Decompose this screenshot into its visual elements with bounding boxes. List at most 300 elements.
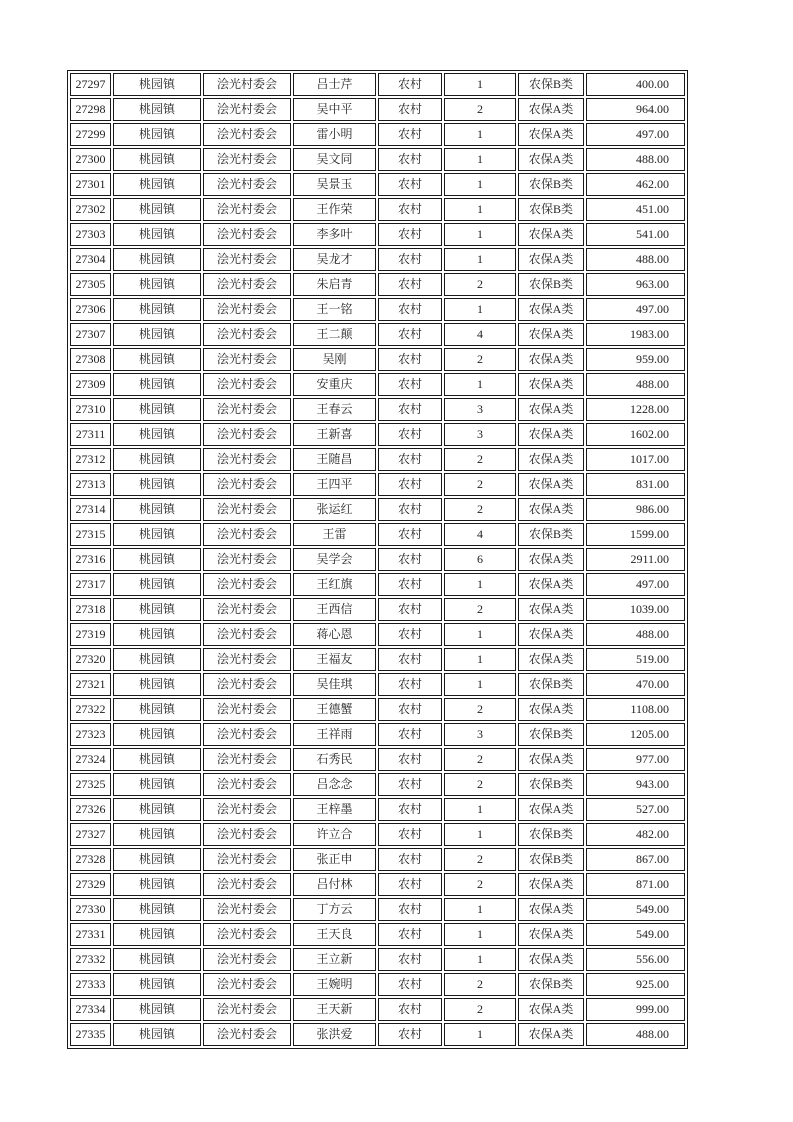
cell-town: 桃园镇 — [113, 1023, 201, 1046]
cell-person-count: 1 — [444, 123, 516, 146]
table-row — [70, 248, 685, 271]
cell-person-name: 吴佳琪 — [293, 673, 376, 696]
cell-amount: 497.00 — [586, 573, 685, 596]
cell-amount: 497.00 — [586, 298, 685, 321]
cell-residence-type: 农村 — [378, 773, 442, 796]
cell-person-count: 1 — [444, 648, 516, 671]
cell-village-committee: 浍光村委会 — [203, 648, 291, 671]
table-row — [70, 298, 685, 321]
cell-town: 桃园镇 — [113, 523, 201, 546]
cell-record-id: 27298 — [70, 98, 111, 121]
cell-insurance-category: 农保A类 — [518, 448, 584, 471]
cell-insurance-category: 农保B类 — [518, 973, 584, 996]
cell-record-id: 27307 — [70, 323, 111, 346]
cell-insurance-category: 农保B类 — [518, 723, 584, 746]
cell-town: 桃园镇 — [113, 873, 201, 896]
cell-person-count: 1 — [444, 673, 516, 696]
cell-residence-type: 农村 — [378, 498, 442, 521]
cell-person-name: 安重庆 — [293, 373, 376, 396]
cell-village-committee: 浍光村委会 — [203, 573, 291, 596]
cell-village-committee: 浍光村委会 — [203, 823, 291, 846]
cell-person-name: 吕士芹 — [293, 73, 376, 96]
cell-insurance-category: 农保A类 — [518, 798, 584, 821]
cell-person-count: 1 — [444, 573, 516, 596]
cell-person-count: 2 — [444, 698, 516, 721]
cell-insurance-category: 农保A类 — [518, 423, 584, 446]
cell-insurance-category: 农保A类 — [518, 573, 584, 596]
cell-town: 桃园镇 — [113, 898, 201, 921]
cell-amount: 1108.00 — [586, 698, 685, 721]
cell-residence-type: 农村 — [378, 98, 442, 121]
cell-person-count: 1 — [444, 948, 516, 971]
table-row — [70, 598, 685, 621]
cell-residence-type: 农村 — [378, 73, 442, 96]
cell-amount: 1017.00 — [586, 448, 685, 471]
cell-person-name: 吴中平 — [293, 98, 376, 121]
cell-amount: 488.00 — [586, 373, 685, 396]
table-row — [70, 123, 685, 146]
cell-person-count: 1 — [444, 898, 516, 921]
cell-person-name: 雷小明 — [293, 123, 376, 146]
cell-insurance-category: 农保A类 — [518, 998, 584, 1021]
cell-residence-type: 农村 — [378, 448, 442, 471]
cell-residence-type: 农村 — [378, 648, 442, 671]
cell-residence-type: 农村 — [378, 173, 442, 196]
cell-town: 桃园镇 — [113, 648, 201, 671]
cell-town: 桃园镇 — [113, 373, 201, 396]
cell-person-name: 吴文同 — [293, 148, 376, 171]
cell-village-committee: 浍光村委会 — [203, 373, 291, 396]
cell-insurance-category: 农保B类 — [518, 823, 584, 846]
cell-insurance-category: 农保B类 — [518, 673, 584, 696]
cell-person-count: 2 — [444, 873, 516, 896]
cell-village-committee: 浍光村委会 — [203, 323, 291, 346]
cell-residence-type: 农村 — [378, 973, 442, 996]
cell-person-count: 3 — [444, 723, 516, 746]
cell-amount: 527.00 — [586, 798, 685, 821]
cell-insurance-category: 农保B类 — [518, 73, 584, 96]
cell-person-name: 王作荣 — [293, 198, 376, 221]
cell-village-committee: 浍光村委会 — [203, 898, 291, 921]
cell-residence-type: 农村 — [378, 423, 442, 446]
cell-village-committee: 浍光村委会 — [203, 98, 291, 121]
table-row — [70, 573, 685, 596]
cell-record-id: 27334 — [70, 998, 111, 1021]
cell-person-name: 王梓墨 — [293, 798, 376, 821]
cell-village-committee: 浍光村委会 — [203, 723, 291, 746]
cell-village-committee: 浍光村委会 — [203, 548, 291, 571]
cell-town: 桃园镇 — [113, 948, 201, 971]
cell-person-count: 2 — [444, 448, 516, 471]
cell-residence-type: 农村 — [378, 148, 442, 171]
cell-amount: 470.00 — [586, 673, 685, 696]
cell-amount: 482.00 — [586, 823, 685, 846]
cell-insurance-category: 农保B类 — [518, 848, 584, 871]
cell-record-id: 27313 — [70, 473, 111, 496]
cell-town: 桃园镇 — [113, 848, 201, 871]
cell-person-name: 王天良 — [293, 923, 376, 946]
table-row — [70, 148, 685, 171]
table-row — [70, 398, 685, 421]
cell-town: 桃园镇 — [113, 98, 201, 121]
table-row — [70, 673, 685, 696]
table-row — [70, 198, 685, 221]
cell-amount: 1599.00 — [586, 523, 685, 546]
cell-insurance-category: 农保B类 — [518, 273, 584, 296]
cell-village-committee: 浍光村委会 — [203, 948, 291, 971]
cell-person-name: 蒋心恩 — [293, 623, 376, 646]
cell-amount: 488.00 — [586, 1023, 685, 1046]
cell-insurance-category: 农保A类 — [518, 98, 584, 121]
cell-person-name: 王祥雨 — [293, 723, 376, 746]
table-row — [70, 698, 685, 721]
cell-residence-type: 农村 — [378, 1023, 442, 1046]
cell-amount: 964.00 — [586, 98, 685, 121]
cell-person-count: 2 — [444, 273, 516, 296]
cell-amount: 519.00 — [586, 648, 685, 671]
cell-amount: 549.00 — [586, 923, 685, 946]
cell-amount: 497.00 — [586, 123, 685, 146]
cell-residence-type: 农村 — [378, 598, 442, 621]
cell-residence-type: 农村 — [378, 273, 442, 296]
cell-record-id: 27321 — [70, 673, 111, 696]
cell-amount: 462.00 — [586, 173, 685, 196]
cell-record-id: 27317 — [70, 573, 111, 596]
cell-town: 桃园镇 — [113, 698, 201, 721]
cell-person-name: 王婉明 — [293, 973, 376, 996]
cell-record-id: 27297 — [70, 73, 111, 96]
cell-village-committee: 浍光村委会 — [203, 123, 291, 146]
cell-person-count: 2 — [444, 473, 516, 496]
cell-person-name: 吕付林 — [293, 873, 376, 896]
cell-record-id: 27302 — [70, 198, 111, 221]
cell-person-name: 王一铭 — [293, 298, 376, 321]
cell-amount: 977.00 — [586, 748, 685, 771]
cell-town: 桃园镇 — [113, 223, 201, 246]
cell-record-id: 27314 — [70, 498, 111, 521]
cell-village-committee: 浍光村委会 — [203, 273, 291, 296]
cell-insurance-category: 农保B类 — [518, 198, 584, 221]
cell-record-id: 27328 — [70, 848, 111, 871]
table-row — [70, 273, 685, 296]
table-row — [70, 648, 685, 671]
cell-residence-type: 农村 — [378, 848, 442, 871]
cell-record-id: 27299 — [70, 123, 111, 146]
cell-person-count: 2 — [444, 498, 516, 521]
cell-person-count: 4 — [444, 323, 516, 346]
table-row — [70, 498, 685, 521]
cell-residence-type: 农村 — [378, 723, 442, 746]
cell-village-committee: 浍光村委会 — [203, 223, 291, 246]
cell-person-count: 1 — [444, 373, 516, 396]
cell-person-count: 1 — [444, 248, 516, 271]
cell-record-id: 27312 — [70, 448, 111, 471]
cell-insurance-category: 农保A类 — [518, 623, 584, 646]
cell-insurance-category: 农保A类 — [518, 548, 584, 571]
cell-person-count: 1 — [444, 623, 516, 646]
cell-record-id: 27301 — [70, 173, 111, 196]
cell-person-name: 吴学会 — [293, 548, 376, 571]
cell-village-committee: 浍光村委会 — [203, 173, 291, 196]
cell-person-name: 王德蟹 — [293, 698, 376, 721]
cell-amount: 871.00 — [586, 873, 685, 896]
cell-village-committee: 浍光村委会 — [203, 473, 291, 496]
cell-person-count: 2 — [444, 973, 516, 996]
cell-person-count: 2 — [444, 748, 516, 771]
cell-person-name: 王雷 — [293, 523, 376, 546]
table-row — [70, 998, 685, 1021]
cell-town: 桃园镇 — [113, 798, 201, 821]
cell-town: 桃园镇 — [113, 173, 201, 196]
cell-person-name: 石秀民 — [293, 748, 376, 771]
cell-person-count: 1 — [444, 73, 516, 96]
cell-insurance-category: 农保A类 — [518, 248, 584, 271]
cell-person-count: 2 — [444, 773, 516, 796]
cell-residence-type: 农村 — [378, 473, 442, 496]
cell-person-count: 1 — [444, 198, 516, 221]
cell-residence-type: 农村 — [378, 398, 442, 421]
table-row — [70, 423, 685, 446]
cell-amount: 549.00 — [586, 898, 685, 921]
cell-insurance-category: 农保A类 — [518, 223, 584, 246]
cell-amount: 2911.00 — [586, 548, 685, 571]
cell-town: 桃园镇 — [113, 398, 201, 421]
table-row — [70, 923, 685, 946]
cell-person-name: 张洪爱 — [293, 1023, 376, 1046]
cell-insurance-category: 农保A类 — [518, 398, 584, 421]
cell-amount: 488.00 — [586, 148, 685, 171]
cell-record-id: 27303 — [70, 223, 111, 246]
cell-amount: 986.00 — [586, 498, 685, 521]
cell-person-name: 王随昌 — [293, 448, 376, 471]
table-row — [70, 173, 685, 196]
cell-insurance-category: 农保A类 — [518, 498, 584, 521]
cell-person-count: 2 — [444, 348, 516, 371]
cell-record-id: 27325 — [70, 773, 111, 796]
cell-person-name: 王天新 — [293, 998, 376, 1021]
cell-residence-type: 农村 — [378, 673, 442, 696]
cell-village-committee: 浍光村委会 — [203, 523, 291, 546]
cell-amount: 963.00 — [586, 273, 685, 296]
cell-residence-type: 农村 — [378, 123, 442, 146]
cell-person-count: 1 — [444, 173, 516, 196]
cell-town: 桃园镇 — [113, 723, 201, 746]
cell-town: 桃园镇 — [113, 673, 201, 696]
cell-record-id: 27300 — [70, 148, 111, 171]
cell-town: 桃园镇 — [113, 273, 201, 296]
cell-village-committee: 浍光村委会 — [203, 798, 291, 821]
table-row — [70, 1023, 685, 1046]
table-row — [70, 748, 685, 771]
cell-amount: 1602.00 — [586, 423, 685, 446]
cell-insurance-category: 农保A类 — [518, 348, 584, 371]
cell-record-id: 27332 — [70, 948, 111, 971]
table-row — [70, 473, 685, 496]
cell-person-count: 3 — [444, 398, 516, 421]
cell-amount: 867.00 — [586, 848, 685, 871]
cell-amount: 488.00 — [586, 248, 685, 271]
cell-town: 桃园镇 — [113, 998, 201, 1021]
cell-town: 桃园镇 — [113, 473, 201, 496]
cell-village-committee: 浍光村委会 — [203, 198, 291, 221]
cell-person-count: 1 — [444, 823, 516, 846]
cell-person-name: 王福友 — [293, 648, 376, 671]
table-body — [70, 73, 685, 1046]
cell-residence-type: 农村 — [378, 323, 442, 346]
cell-residence-type: 农村 — [378, 898, 442, 921]
cell-village-committee: 浍光村委会 — [203, 348, 291, 371]
cell-residence-type: 农村 — [378, 623, 442, 646]
cell-amount: 541.00 — [586, 223, 685, 246]
cell-person-name: 吕念念 — [293, 773, 376, 796]
cell-village-committee: 浍光村委会 — [203, 923, 291, 946]
cell-insurance-category: 农保A类 — [518, 123, 584, 146]
cell-insurance-category: 农保B类 — [518, 173, 584, 196]
cell-record-id: 27308 — [70, 348, 111, 371]
cell-person-name: 王西信 — [293, 598, 376, 621]
cell-record-id: 27316 — [70, 548, 111, 571]
cell-amount: 451.00 — [586, 198, 685, 221]
table-row — [70, 623, 685, 646]
cell-record-id: 27320 — [70, 648, 111, 671]
cell-village-committee: 浍光村委会 — [203, 973, 291, 996]
table-row — [70, 98, 685, 121]
cell-amount: 1039.00 — [586, 598, 685, 621]
cell-town: 桃园镇 — [113, 598, 201, 621]
cell-village-committee: 浍光村委会 — [203, 148, 291, 171]
cell-person-name: 许立合 — [293, 823, 376, 846]
cell-amount: 400.00 — [586, 73, 685, 96]
cell-person-name: 王新喜 — [293, 423, 376, 446]
cell-amount: 925.00 — [586, 973, 685, 996]
cell-town: 桃园镇 — [113, 548, 201, 571]
table-row — [70, 798, 685, 821]
cell-amount: 959.00 — [586, 348, 685, 371]
cell-person-count: 3 — [444, 423, 516, 446]
table-row — [70, 548, 685, 571]
cell-village-committee: 浍光村委会 — [203, 1023, 291, 1046]
table-row — [70, 898, 685, 921]
table-row — [70, 723, 685, 746]
cell-person-name: 丁方云 — [293, 898, 376, 921]
cell-person-name: 吴龙才 — [293, 248, 376, 271]
cell-residence-type: 农村 — [378, 573, 442, 596]
table-row — [70, 223, 685, 246]
cell-village-committee: 浍光村委会 — [203, 623, 291, 646]
cell-town: 桃园镇 — [113, 748, 201, 771]
cell-person-count: 1 — [444, 298, 516, 321]
cell-insurance-category: 农保A类 — [518, 948, 584, 971]
cell-village-committee: 浍光村委会 — [203, 73, 291, 96]
cell-person-count: 2 — [444, 998, 516, 1021]
cell-record-id: 27304 — [70, 248, 111, 271]
cell-record-id: 27306 — [70, 298, 111, 321]
cell-person-name: 张正申 — [293, 848, 376, 871]
cell-town: 桃园镇 — [113, 148, 201, 171]
cell-person-count: 6 — [444, 548, 516, 571]
cell-insurance-category: 农保A类 — [518, 473, 584, 496]
cell-amount: 943.00 — [586, 773, 685, 796]
table-row — [70, 873, 685, 896]
cell-record-id: 27327 — [70, 823, 111, 846]
cell-record-id: 27309 — [70, 373, 111, 396]
cell-person-count: 1 — [444, 223, 516, 246]
insurance-records-table — [67, 70, 688, 1049]
cell-record-id: 27305 — [70, 273, 111, 296]
cell-record-id: 27335 — [70, 1023, 111, 1046]
cell-insurance-category: 农保A类 — [518, 698, 584, 721]
cell-insurance-category: 农保A类 — [518, 598, 584, 621]
cell-residence-type: 农村 — [378, 698, 442, 721]
cell-person-name: 吴刚 — [293, 348, 376, 371]
table-row — [70, 773, 685, 796]
cell-residence-type: 农村 — [378, 548, 442, 571]
cell-person-count: 2 — [444, 598, 516, 621]
cell-insurance-category: 农保A类 — [518, 323, 584, 346]
cell-town: 桃园镇 — [113, 923, 201, 946]
table-row — [70, 948, 685, 971]
cell-record-id: 27318 — [70, 598, 111, 621]
cell-insurance-category: 农保A类 — [518, 298, 584, 321]
cell-village-committee: 浍光村委会 — [203, 423, 291, 446]
cell-insurance-category: 农保A类 — [518, 748, 584, 771]
cell-residence-type: 农村 — [378, 998, 442, 1021]
cell-village-committee: 浍光村委会 — [203, 848, 291, 871]
cell-amount: 999.00 — [586, 998, 685, 1021]
cell-amount: 556.00 — [586, 948, 685, 971]
cell-residence-type: 农村 — [378, 298, 442, 321]
table-row — [70, 523, 685, 546]
cell-record-id: 27326 — [70, 798, 111, 821]
cell-town: 桃园镇 — [113, 448, 201, 471]
cell-amount: 1983.00 — [586, 323, 685, 346]
cell-record-id: 27333 — [70, 973, 111, 996]
cell-village-committee: 浍光村委会 — [203, 873, 291, 896]
cell-town: 桃园镇 — [113, 498, 201, 521]
cell-residence-type: 农村 — [378, 923, 442, 946]
cell-village-committee: 浍光村委会 — [203, 998, 291, 1021]
cell-town: 桃园镇 — [113, 773, 201, 796]
cell-person-count: 2 — [444, 848, 516, 871]
cell-record-id: 27322 — [70, 698, 111, 721]
cell-village-committee: 浍光村委会 — [203, 598, 291, 621]
cell-residence-type: 农村 — [378, 873, 442, 896]
cell-town: 桃园镇 — [113, 198, 201, 221]
cell-town: 桃园镇 — [113, 298, 201, 321]
cell-person-name: 吴景玉 — [293, 173, 376, 196]
cell-amount: 1205.00 — [586, 723, 685, 746]
cell-insurance-category: 农保A类 — [518, 923, 584, 946]
cell-residence-type: 农村 — [378, 373, 442, 396]
cell-insurance-category: 农保A类 — [518, 1023, 584, 1046]
cell-person-name: 王春云 — [293, 398, 376, 421]
cell-town: 桃园镇 — [113, 73, 201, 96]
cell-insurance-category: 农保A类 — [518, 148, 584, 171]
table-row — [70, 373, 685, 396]
cell-village-committee: 浍光村委会 — [203, 448, 291, 471]
cell-town: 桃园镇 — [113, 248, 201, 271]
cell-person-count: 2 — [444, 98, 516, 121]
cell-record-id: 27329 — [70, 873, 111, 896]
cell-person-name: 王四平 — [293, 473, 376, 496]
table-row — [70, 973, 685, 996]
cell-town: 桃园镇 — [113, 573, 201, 596]
cell-village-committee: 浍光村委会 — [203, 298, 291, 321]
cell-town: 桃园镇 — [113, 348, 201, 371]
table-row — [70, 323, 685, 346]
cell-residence-type: 农村 — [378, 948, 442, 971]
cell-village-committee: 浍光村委会 — [203, 498, 291, 521]
